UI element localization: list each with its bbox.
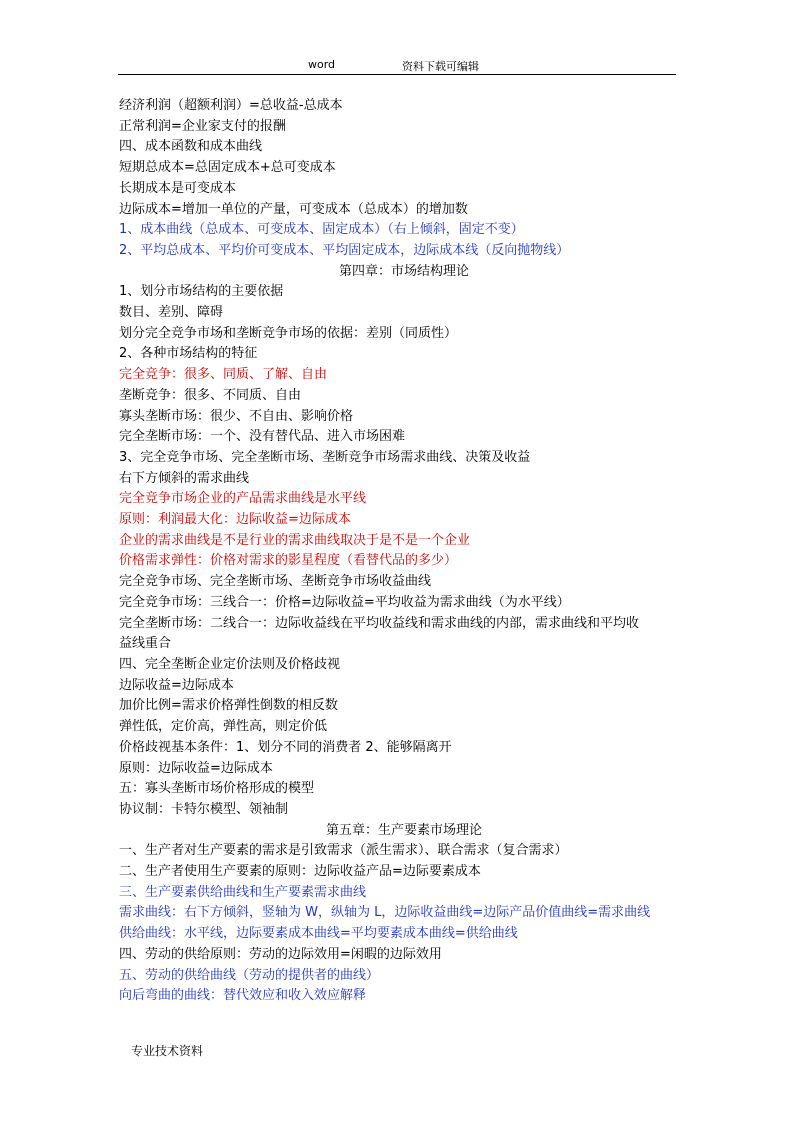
document-line: 完全垄断市场：一个、没有替代品、进入市场困难 [119, 429, 406, 445]
document-line: 数目、差别、障碍 [119, 305, 224, 321]
document-line: 需求曲线：右下方倾斜，竖轴为 W，纵轴为 L，边际收益曲线=边际产品价值曲线=需求曲线 [119, 905, 651, 921]
document-line: 1、划分市场结构的主要依据 [119, 284, 284, 300]
document-line: 四、劳动的供给原则：劳动的边际效用=闲暇的边际效用 [119, 946, 442, 962]
document-line: 完全竞争：很多、同质、了解、自由 [119, 367, 328, 383]
document-line: 经济利润（超额利润）=总收益-总成本 [119, 98, 343, 113]
document-line: 二、生产者使用生产要素的原则：边际收益产品=边际要素成本 [119, 864, 481, 880]
document-line: 五：寡头垄断市场价格形成的模型 [119, 781, 315, 797]
document-line: 1、成本曲线（总成本、可变成本、固定成本）（右上倾斜，固定不变） [119, 222, 524, 238]
document-line: 四、完全垄断企业定价法则及价格歧视 [119, 656, 341, 672]
header-left-text: word [308, 58, 336, 71]
document-line: 正常利润=企业家支付的报酬 [119, 118, 286, 134]
document-line: 四、成本函数和成本曲线 [119, 139, 263, 155]
document-body [119, 96, 689, 1007]
document-line: 价格歧视基本条件：1、划分不同的消费者 2、能够隔离开 [119, 739, 452, 755]
document-line: 2、平均总成本、平均价可变成本、平均固定成本，边际成本线（反向抛物线） [119, 242, 570, 258]
document-line: 价格需求弹性：价格对需求的影星程度（看替代品的多少） [119, 553, 458, 569]
document-line: 加价比例=需求价格弹性倒数的相反数 [119, 698, 338, 714]
document-line: 寡头垄断市场：很少、不自由、影响价格 [119, 408, 354, 424]
document-line: 供给曲线：水平线，边际要素成本曲线=平均要素成本曲线=供给曲线 [119, 926, 518, 942]
header-right-text: 资料下载可编辑 [402, 60, 479, 73]
document-line: 完全垄断市场：二线合一：边际收益线在平均收益线和需求曲线的内部，需求曲线和平均收 [119, 615, 640, 631]
document-line: 3、完全竞争市场、完全垄断市场、垄断竞争市场需求曲线、决策及收益 [119, 449, 531, 465]
document-line: 2、各种市场结构的特征 [119, 346, 258, 362]
document-line: 完全竞争市场企业的产品需求曲线是水平线 [119, 491, 367, 507]
document-line: 弹性低，定价高，弹性高，则定价低 [119, 719, 328, 735]
document-line: 一、生产者对生产要素的需求是引致需求（派生需求）、联合需求（复合需求） [119, 843, 568, 859]
document-line: 边际收益=边际成本 [119, 677, 234, 693]
document-line: 完全竞争市场、完全垄断市场、垄断竞争市场收益曲线 [119, 574, 432, 590]
document-line: 五、劳动的供给曲线（劳动的提供者的曲线） [119, 967, 380, 983]
document-line: 完全竞争市场：三线合一：价格=边际收益=平均收益为需求曲线（为水平线） [119, 594, 570, 610]
document-line: 划分完全竞争市场和垄断竞争市场的依据：差别（同质性） [119, 325, 458, 341]
document-line: 短期总成本=总固定成本+总可变成本 [119, 160, 336, 176]
document-line: 原则：利润最大化：边际收益=边际成本 [119, 512, 351, 528]
document-line: 右下方倾斜的需求曲线 [119, 470, 250, 486]
page-footer: 专业技术资料 [131, 1044, 204, 1058]
document-line: 第四章：市场结构理论 [338, 263, 469, 279]
document-line: 向后弯曲的曲线：替代效应和收入效应解释 [119, 988, 367, 1004]
document-line: 益线重合 [119, 636, 172, 652]
document-line: 协议制：卡特尔模型、领袖制 [119, 801, 289, 817]
document-line: 长期成本是可变成本 [119, 180, 237, 196]
page-header [118, 58, 676, 75]
document-line: 边际成本=增加一单位的产量，可变成本（总成本）的增加数 [119, 201, 468, 217]
document-line: 垄断竞争：很多、不同质、自由 [119, 387, 302, 403]
document-line: 原则：边际收益=边际成本 [119, 760, 273, 776]
document-line: 企业的需求曲线是不是行业的需求曲线取决于是不是一个企业 [119, 532, 471, 548]
document-line: 三、生产要素供给曲线和生产要素需求曲线 [119, 884, 367, 900]
document-line: 第五章：生产要素市场理论 [325, 822, 482, 838]
